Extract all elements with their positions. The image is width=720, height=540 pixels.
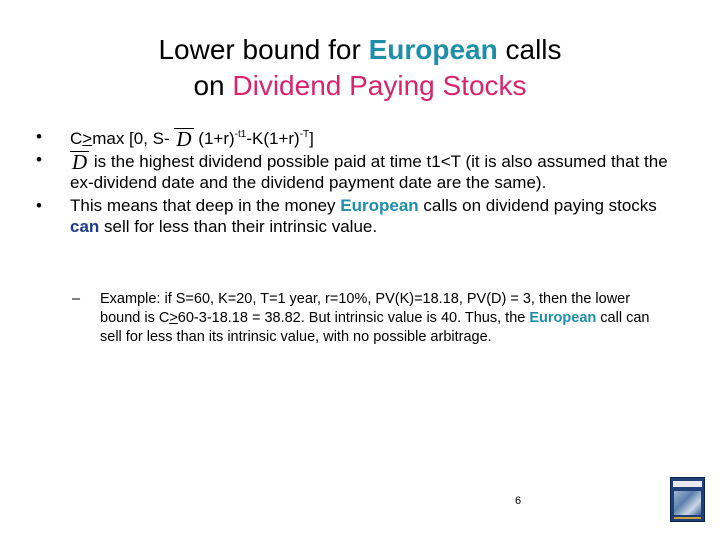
example-text: Example: if S=60, K=20, T=1 year, r=10%, PV(K)=18.18, PV(D) = 3, then the lower bound is C>60-3-18.18 = 38.82. But intrinsic value is 40. Thus, the European call can sell for less than its intrinsic value, with no possible arbitrage.	[100, 291, 650, 345]
bullet-deep-itm: • This means that deep in the money European calls on dividend paying stocks can sell for less than their intrinsic value.	[36, 196, 657, 236]
bullet-marker: •	[36, 196, 42, 215]
title-keyword-european: European	[368, 34, 498, 65]
book-cover-icon	[670, 477, 705, 522]
sub-bullet-marker: –	[72, 291, 81, 307]
bullet-list	[30, 126, 690, 237]
bullet-marker: •	[36, 127, 42, 146]
ge-symbol: >	[82, 129, 93, 148]
keyword-european: European	[340, 196, 419, 215]
ge-symbol: >	[169, 310, 178, 326]
bullet-formula: • C>max [0, S- D $(1+r)^{-t1}-K(1+r)^{-T}$]	[36, 127, 314, 151]
d-bar-symbol: D	[72, 150, 88, 174]
sub-bullet-example	[72, 290, 672, 347]
keyword-can: can	[70, 217, 100, 236]
d-bar-symbol: D	[176, 127, 192, 151]
bullet-dividend-definition: • D is the highest dividend possible paid at time t1<T (it is also assumed that the ex-dividend date and the dividend payment date are the same).	[36, 150, 668, 192]
title-line-1: Lower bound for European calls	[158, 34, 562, 65]
page-number: 6	[515, 495, 522, 507]
keyword-european: European	[529, 310, 597, 326]
title-line-2: on Dividend Paying Stocks	[193, 70, 527, 101]
bullet-marker: •	[36, 150, 42, 169]
title-keyword-dividend: Dividend Paying Stocks	[232, 70, 527, 101]
slide-title	[0, 32, 720, 104]
